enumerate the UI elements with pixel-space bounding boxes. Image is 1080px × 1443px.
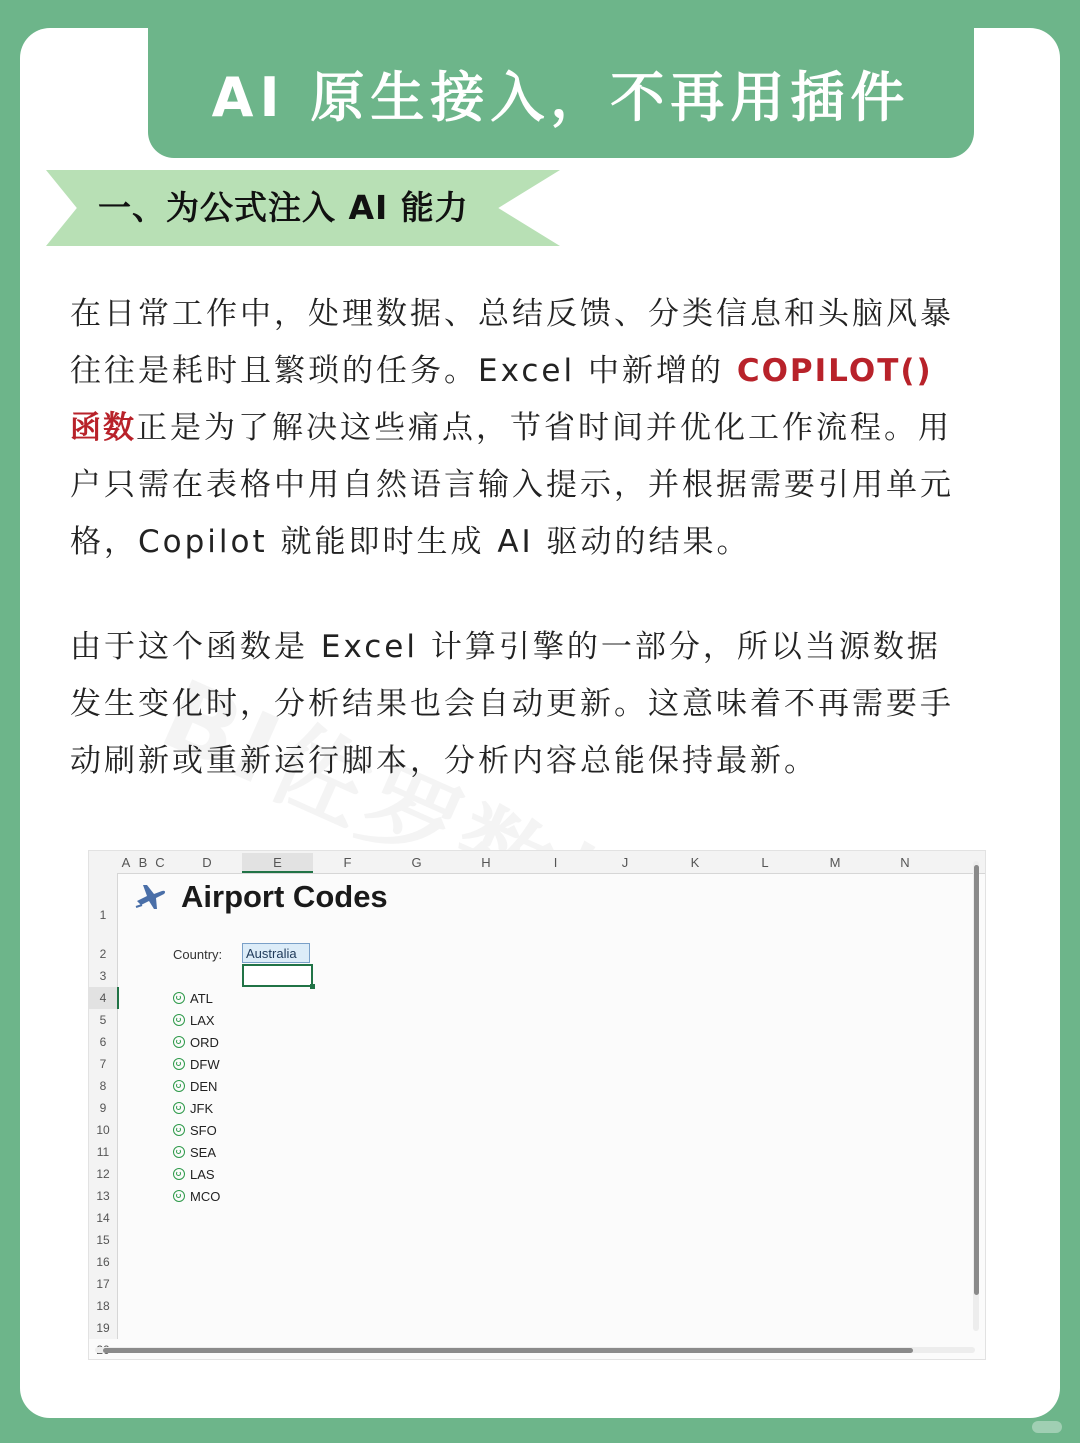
row-header[interactable]: 18 [96,1299,110,1313]
airplane-icon [133,881,167,911]
active-cell[interactable] [242,964,313,987]
copilot-icon [173,1124,185,1136]
row-header[interactable]: 8 [99,1079,107,1093]
row-header[interactable]: 2 [99,947,107,961]
copilot-icon [173,1058,185,1070]
row-header[interactable]: 1 [99,908,107,922]
row-header[interactable]: 5 [99,1013,107,1027]
row-header-selected[interactable]: 4 [89,987,119,1009]
airport-code-item[interactable] [173,1143,216,1161]
copilot-icon [173,1190,185,1202]
airport-code: MCO [190,1188,221,1204]
copilot-icon [173,1168,185,1180]
column-header[interactable]: K [690,855,700,870]
paragraph-2-line-2: 发生变化时，分析结果也会自动更新。这意味着不再需要手 [70,686,954,722]
corner-badge [1032,1421,1062,1433]
paragraph-2 [70,619,1010,790]
airport-code: SFO [190,1122,217,1138]
row-header[interactable]: 14 [96,1211,110,1225]
copilot-icon [173,1146,185,1158]
paragraph-1-line-5: 格，Copilot 就能即时生成 AI 驱动的结果。 [70,524,751,560]
column-header-bar [89,851,985,874]
row-header[interactable]: 17 [96,1277,110,1291]
paragraph-1 [70,286,1010,571]
sheet-title: Airport Codes [181,879,388,914]
paragraph-1-line-3 [70,400,1010,457]
row-header-bar [89,873,118,1339]
airport-code: DEN [190,1078,218,1094]
column-header[interactable]: M [829,855,841,870]
column-header-selected[interactable]: E [242,853,313,873]
row-header[interactable]: 10 [96,1123,110,1137]
row-header[interactable]: 7 [99,1057,107,1071]
paragraph-1-line-2-text: 往往是耗时且繁琐的任务。Excel 中新增的 [70,353,737,389]
copilot-icon [173,1036,185,1048]
airport-code: ORD [190,1034,219,1050]
function-word-highlight: 函数 [70,410,136,446]
row-header[interactable]: 19 [96,1321,110,1335]
paragraph-1-line-1: 在日常工作中，处理数据、总结反馈、分类信息和头脑风暴 [70,296,954,332]
column-header[interactable]: F [343,855,352,870]
airport-code-item[interactable] [173,1011,215,1029]
page-title: AI 原生接入，不再用插件 [148,28,974,158]
row-header[interactable]: 13 [96,1189,110,1203]
row-header[interactable]: 12 [96,1167,110,1181]
column-header[interactable]: G [411,855,422,870]
column-header[interactable]: D [202,855,212,870]
airport-code-item[interactable] [173,1121,217,1139]
airport-code-item[interactable] [173,1099,213,1117]
copilot-icon [173,992,185,1004]
airport-code: JFK [190,1100,214,1116]
column-header[interactable]: H [481,855,491,870]
column-header[interactable]: A [121,855,131,870]
column-header[interactable]: B [138,855,148,870]
column-header[interactable]: N [900,855,910,870]
paragraph-2-line-3: 动刷新或重新运行脚本，分析内容总能保持最新。 [70,743,818,779]
airport-code: ATL [190,990,213,1006]
airport-code-item[interactable] [173,1055,220,1073]
airport-code-item[interactable] [173,1165,215,1183]
section-title: 一、为公式注入 AI 能力 [98,188,469,227]
paragraph-1-line-4: 户只需在表格中用自然语言输入提示，并根据需要引用单元 [70,467,954,503]
row-header[interactable]: 3 [99,969,107,983]
copilot-icon [173,1014,185,1026]
paragraph-1-line-3-text: 正是为了解决这些痛点，节省时间并优化工作流程。用 [136,410,952,446]
horizontal-scrollbar-thumb[interactable] [103,1348,913,1353]
row-header[interactable]: 11 [96,1145,110,1159]
airport-code-item[interactable] [173,1033,219,1051]
row-header[interactable]: 6 [99,1035,107,1049]
column-header[interactable]: J [621,855,629,870]
row-header[interactable]: 9 [99,1101,107,1115]
airport-code: DFW [190,1056,220,1072]
column-header[interactable]: I [553,855,558,870]
paragraph-2-line-1: 由于这个函数是 Excel 计算引擎的一部分，所以当源数据 [70,629,941,665]
copilot-icon [173,1080,185,1092]
vertical-scrollbar-thumb[interactable] [974,865,979,1295]
airport-code-item[interactable] [173,989,213,1007]
airport-code: LAX [190,1012,215,1028]
country-label: Country: [173,947,223,962]
row-header[interactable]: 15 [96,1233,110,1247]
airport-code: LAS [190,1166,215,1182]
airport-code-item[interactable] [173,1077,217,1095]
column-header[interactable]: C [155,855,165,870]
row-header[interactable]: 16 [96,1255,110,1269]
country-value-cell[interactable]: Australia [242,943,310,963]
paragraph-1-line-2 [70,343,1010,400]
airport-code: SEA [190,1144,217,1160]
spreadsheet-screenshot [88,850,986,1360]
copilot-icon [173,1102,185,1114]
copilot-function-highlight: COPILOT() [736,353,933,389]
airport-code-item[interactable] [173,1187,220,1205]
column-header[interactable]: L [761,855,769,870]
